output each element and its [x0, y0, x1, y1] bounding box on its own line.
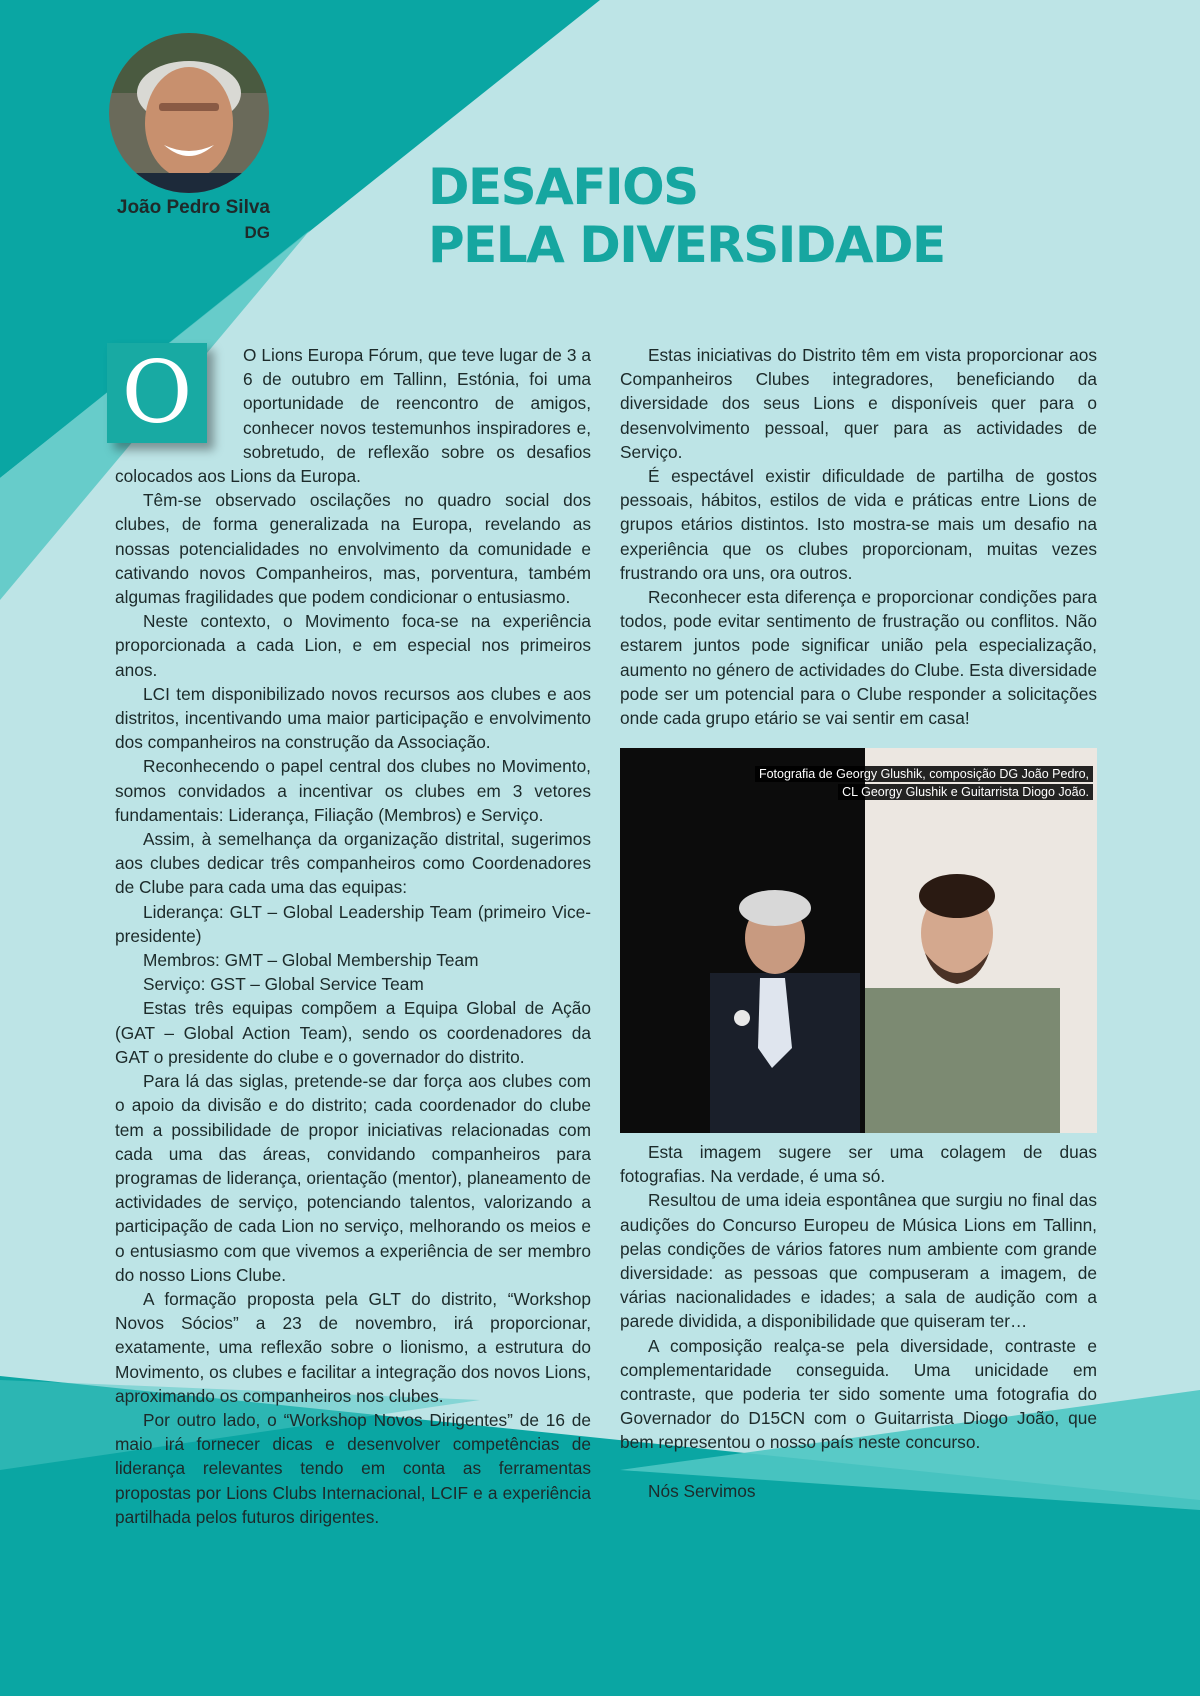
paragraph: Por outro lado, o “Workshop Novos Dirigentes” de 16 de maio irá fornecer dicas e desenvolver competências de liderança relevantes tendo em conta as ferramentas propostas por Lions Clubs Internacional, LCIF e a experiência partilhada pelos futuros dirigentes.	[115, 1409, 591, 1527]
paragraph: A formação proposta pela GLT do distrito, “Workshop Novos Sócios” a 23 de novembro, irá proporcionar, exatamente, uma reflexão sobre o lionismo, a estrutura do Movimento, os clubes e facilitar a integração dos novos Lions, aproximando os companheiros nos clubes.	[115, 1288, 591, 1406]
paragraph: É espectável existir dificuldade de partilha de gostos pessoais, hábitos, estilos de vida e práticas entre Lions de grupos etários distintos. Isto mostra-se mais um desafio na experiência que os clubes proporcionam, muitas vezes frustrando ora uns, ora outros.	[620, 466, 1097, 583]
paragraph: Neste contexto, o Movimento foca-se na experiência proporcionada a cada Lion, e em especial nos primeiros anos.	[115, 611, 591, 680]
paragraph: Para lá das siglas, pretende-se dar força aos clubes com o apoio da divisão e do distrito; cada coordenador do clube tem a possibilidade de propor iniciativas relacionadas com cada uma das áreas, convidando companheiros para programas de liderança, orientação (mentor), planeamento de actividades de serviço, potenciando talentos, valorizando a participação de cada Lion no serviço, melhorando os meios e o entusiasmo com que vivemos a experiência de ser membro do nosso Lions Clube.	[115, 1071, 591, 1285]
photo-caption-line-1: Fotografia de Georgy Glushik, composição DG João Pedro,	[755, 766, 1093, 782]
author-photo	[109, 33, 269, 193]
paragraph: Esta imagem sugere ser uma colagem de duas fotografias. Na verdade, é uma só.	[620, 1142, 1097, 1187]
photo-caption	[755, 765, 1093, 801]
paragraph: A composição realça-se pela diversidade, contraste e complementaridade conseguida. Uma unicidade em contraste, que poderia ter sido somente uma fotografia do Governador do D15CN com o Guitarrista Diogo João, que bem representou o nosso país neste concurso.	[620, 1335, 1097, 1453]
right-column-top	[620, 343, 1097, 730]
paragraph: Resultou de uma ideia espontânea que surgiu no final das audições do Concurso Europeu de Música Lions em Tallinn, pelas condições de vários fatores num ambiente com grande diversidade: as pessoas que compuseram a imagem, de várias nacionalidades e idades; a sala de audição com a parede dividida, a disponibilidade que quiseram ter…	[620, 1190, 1097, 1332]
paragraph: Membros: GMT – Global Membership Team	[143, 950, 479, 971]
paragraph: LCI tem disponibilizado novos recursos aos clubes e aos distritos, incentivando uma maior participação e envolvimento dos companheiros na construção da Associação.	[115, 683, 591, 753]
paragraph: Reconhecer esta diferença e proporcionar condições para todos, pode evitar sentimento de frustração ou conflitos. Não estarem juntos pode significar união pela especialização, aumento no género de actividades do Clube. Esta diversidade pode ser um potencial para o Clube responder a solicitações onde cada grupo etário se vai sentir em casa!	[620, 587, 1097, 729]
drop-cap: O	[107, 343, 207, 443]
paragraph: Serviço: GST – Global Service Team	[143, 974, 424, 995]
paragraph: Assim, à semelhança da organização distrital, sugerimos aos clubes dedicar três companheiros como Coordenadores de Clube para cada uma das equipas:	[115, 829, 591, 898]
signoff: Nós Servimos	[648, 1480, 756, 1501]
left-column	[115, 343, 591, 1529]
paragraph: Estas iniciativas do Distrito têm em vista proporcionar aos Companheiros Clubes integradores, beneficiando da diversidade dos seus Lions e disponíveis quer para o desenvolvimento pessoal, quer para as actividades de Serviço.	[620, 345, 1097, 462]
paragraph: Liderança: GLT – Global Leadership Team (primeiro Vice-presidente)	[115, 901, 591, 946]
right-column-bottom	[620, 1140, 1097, 1503]
paragraph: Estas três equipas compõem a Equipa Global de Ação (GAT – Global Action Team), sendo os coordenadores da GAT o presidente do clube e o governador do distrito.	[115, 998, 591, 1067]
paragraph: O O Lions Europa Fórum, que teve lugar de 3 a 6 de outubro em Tallinn, Estónia, foi uma oportunidade de reencontro de amigos, conhecer novos testemunhos inspiradores e, sobretudo, de reflexão sobre os desafios colocados aos Lions da Europa.	[115, 343, 591, 488]
title-line-2: PELA DIVERSIDADE	[428, 216, 945, 274]
paragraph: Reconhecendo o papel central dos clubes no Movimento, somos convidados a incentivar os clubes em 3 vetores fundamentais: Liderança, Filiação (Membros) e Serviço.	[115, 756, 591, 825]
photo-image	[620, 748, 1097, 1133]
title-line-1: DESAFIOS	[428, 158, 698, 216]
author-name: João Pedro Silva	[116, 197, 270, 218]
author-role: DG	[244, 223, 270, 242]
article-title	[428, 158, 945, 274]
photo-caption-line-2: CL Georgy Glushik e Guitarrista Diogo João.	[838, 784, 1093, 800]
paragraph: Têm-se observado oscilações no quadro social dos clubes, de forma generalizada na Europa, revelando as nossas potencialidades no envolvimento da comunidade e cativando novos Companheiros, mas, porventura, também algumas fragilidades que podem condicionar o entusiasmo.	[115, 490, 591, 608]
author-portrait-image	[109, 33, 269, 193]
article-photo	[620, 748, 1097, 1133]
